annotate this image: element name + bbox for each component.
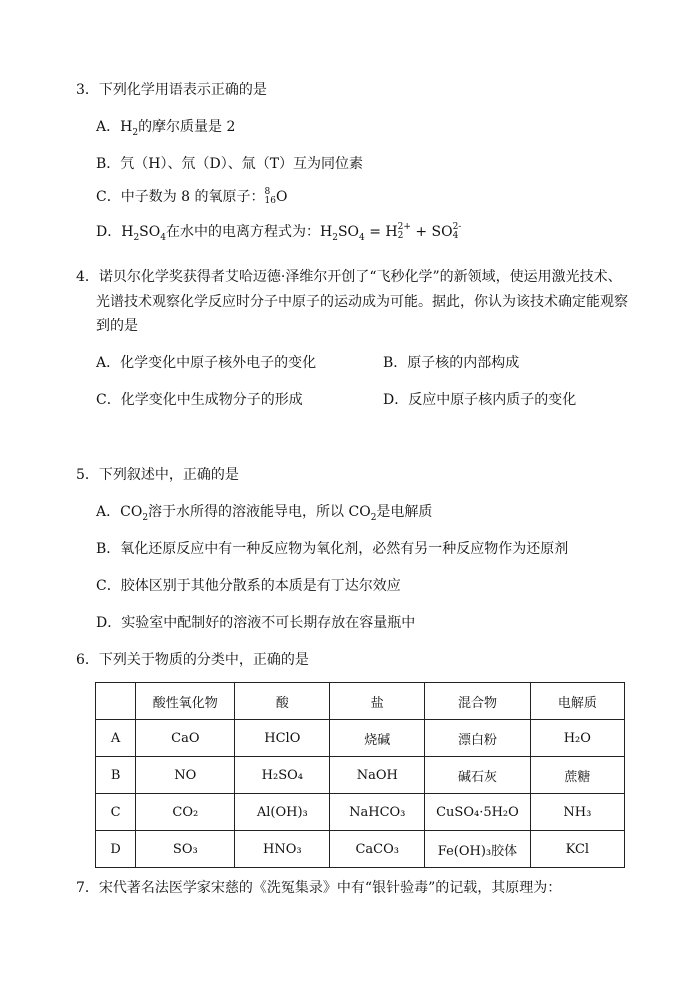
table-cell: H₂O (530, 720, 624, 757)
q3-option-d: D．$H_2SO_4$在水中的电离方程式为：$H_2SO_4 = H2+$ 2 + SO2- 4 (96, 222, 462, 243)
table-cell: CaCO₃ (330, 831, 425, 868)
hydrogen-ion-charge: 2+ 2 (397, 222, 411, 241)
table-cell: 碱石灰 (425, 757, 530, 794)
table-cell: Al(OH)₃ (235, 794, 330, 831)
table-cell: C (96, 794, 136, 831)
q4-stem-line3: 到的是 (96, 318, 138, 334)
classification-table (95, 682, 625, 868)
sulfate-ion-charge: 2- 4 (452, 222, 462, 241)
table-cell: Fe(OH)₃胶体 (425, 831, 530, 868)
q5-option-c: C．胶体区别于其他分散系的本质是有丁达尔效应 (96, 578, 401, 594)
table-row (96, 831, 625, 868)
table-header-cell: 混合物 (425, 683, 530, 720)
table-cell: 漂白粉 (425, 720, 530, 757)
table-row (96, 720, 625, 757)
table-cell: A (96, 720, 136, 757)
q5-option-d: D．实验室中配制好的溶液不可长期存放在容量瓶中 (96, 615, 416, 631)
table-cell: CaO (136, 720, 235, 757)
table-cell: 烧碱 (330, 720, 425, 757)
q3-option-b: B．氕（H）、氘（D）、氚（T）互为同位素 (96, 156, 364, 172)
table-cell: CO₂ (136, 794, 235, 831)
q3-option-a: A．$H_2$的摩尔质量是 2 (96, 119, 236, 138)
table-cell: NaHCO₃ (330, 794, 425, 831)
table-header-cell: 酸 (235, 683, 330, 720)
table-cell: NaOH (330, 757, 425, 794)
q4-option-c: C．化学变化中生成物分子的形成 (96, 392, 303, 408)
q4-option-a: A．化学变化中原子核外电子的变化 (96, 355, 317, 371)
table-cell: D (96, 831, 136, 868)
table-cell: HNO₃ (235, 831, 330, 868)
table-header-cell: 电解质 (530, 683, 624, 720)
table-cell: NH₃ (530, 794, 624, 831)
table-cell: HClO (235, 720, 330, 757)
table-header-cell (96, 683, 136, 720)
table-cell: H₂SO₄ (235, 757, 330, 794)
table-row (96, 757, 625, 794)
nuclide-notation: 8 16 (264, 187, 276, 206)
q3-option-c: C．中子数为 8 的氧原子：8 16O (96, 187, 288, 206)
table-cell: 蔗糖 (530, 757, 624, 794)
q5-option-a: A．$CO_2$溶于水所得的溶液能导电，所以 $CO_2$是电解质 (96, 504, 433, 523)
q3-stem: 3．下列化学用语表示正确的是 (76, 82, 267, 98)
table-cell: B (96, 757, 136, 794)
q6-stem: 6．下列关于物质的分类中，正确的是 (76, 652, 309, 668)
table-cell: CuSO₄·5H₂O (425, 794, 530, 831)
table-cell: NO (136, 757, 235, 794)
q5-option-b: B．氧化还原反应中有一种反应物为氧化剂，必然有另一种反应物作为还原剂 (96, 541, 569, 557)
table-cell: SO₃ (136, 831, 235, 868)
q4-stem-line2: 光谱技术观察化学反应时分子中原子的运动成为可能。据此，你认为该技术确定能观察 (96, 294, 628, 310)
table-row (96, 794, 625, 831)
q5-stem: 5．下列叙述中，正确的是 (76, 467, 239, 483)
table-header-cell: 酸性氧化物 (136, 683, 235, 720)
q4-option-d: D．反应中原子核内质子的变化 (383, 392, 577, 408)
table-header-row (96, 683, 625, 720)
q7-stem: 7．宋代著名法医学家宋慈的《洗冤集录》中有“银针验毒”的记载，其原理为： (76, 880, 562, 896)
q4-stem-line1: 4．诺贝尔化学奖获得者艾哈迈德·泽维尔开创了“飞秒化学”的新领域，使运用激光技术、 (76, 269, 622, 285)
q4-option-b: B．原子核的内部构成 (383, 355, 520, 371)
table-header-cell: 盐 (330, 683, 425, 720)
table-cell: KCl (530, 831, 624, 868)
